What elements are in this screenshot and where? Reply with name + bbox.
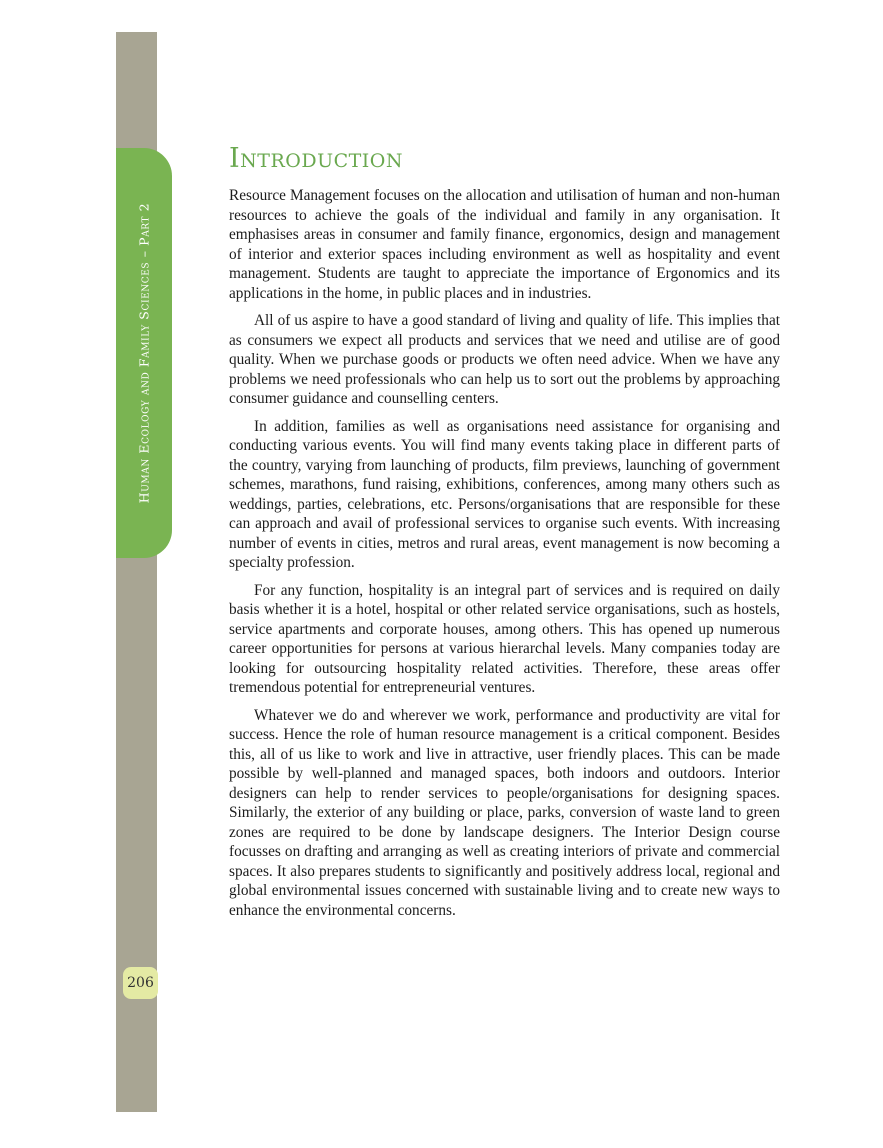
main-content (229, 140, 780, 928)
paragraph: All of us aspire to have a good standard of living and quality of life. This implies that as consumers we expect all products and services that we need and utilise are of good quality. When we purchase goods or products we often need advice. When we have any problems we need professionals who can help us to sort out the problems by approaching consumer guidance and counselling centers. (229, 312, 780, 407)
page-number-badge: 206 (123, 967, 158, 999)
running-head-text: Human Ecology and Family Sciences – Part 2 (136, 202, 152, 504)
paragraph: In addition, families as well as organisations need assistance for organising and conducting various events. You will find many events taking place in different parts of the country, varying from launching of products, film previews, launching of government schemes, marathons, fund raising, exhibitions, conferences, among many others such as weddings, parties, celebrations, etc. Persons/organisations that are responsible for these can approach and avail of professional services to organise such events. With increasing number of events in cities, metros and rural areas, event management is now becoming a specialty profession. (229, 417, 780, 571)
paragraph: Resource Management focuses on the allocation and utilisation of human and non-human resources to achieve the goals of the individual and family in any organisation. It emphasises areas in consumer and family finance, ergonomics, design and management of interior and exterior spaces including environment as well as hospitality and event management. Students are taught to appreciate the importance of Ergonomics and its applications in the home, in public places and in industries. (229, 187, 780, 302)
paragraph: Whatever we do and wherever we work, performance and productivity are vital for success. Hence the role of human resource management is a critical component. Besides this, all of us like to work and live in attractive, user friendly places. This can be made possible by well-planned and managed spaces, both indoors and outdoors. Interior designers can help to render services to people/organisations for designing spaces. Similarly, the exterior of any building or place, parks, conversion of waste land to green zones are required to be done by landscape designers. The Interior Design course focusses on drafting and arranging as well as creating interiors of private and commercial spaces. It also prepares students to significantly and positively address local, regional and global environmental issues concerned with sustainable living and to create new ways to enhance the environmental concerns. (229, 706, 780, 919)
paragraph: For any function, hospitality is an integral part of services and is required on daily basis whether it is a hotel, hospital or other related service organisations, such as hostels, service apartments and corporate houses, among others. This has opened up numerous career opportunities for persons at various hierarchal levels. Many companies today are looking for outsourcing hospitality related activities. Therefore, these areas offer tremendous potential for entrepreneurial ventures. (229, 581, 780, 696)
section-title: Introduction (229, 143, 404, 174)
